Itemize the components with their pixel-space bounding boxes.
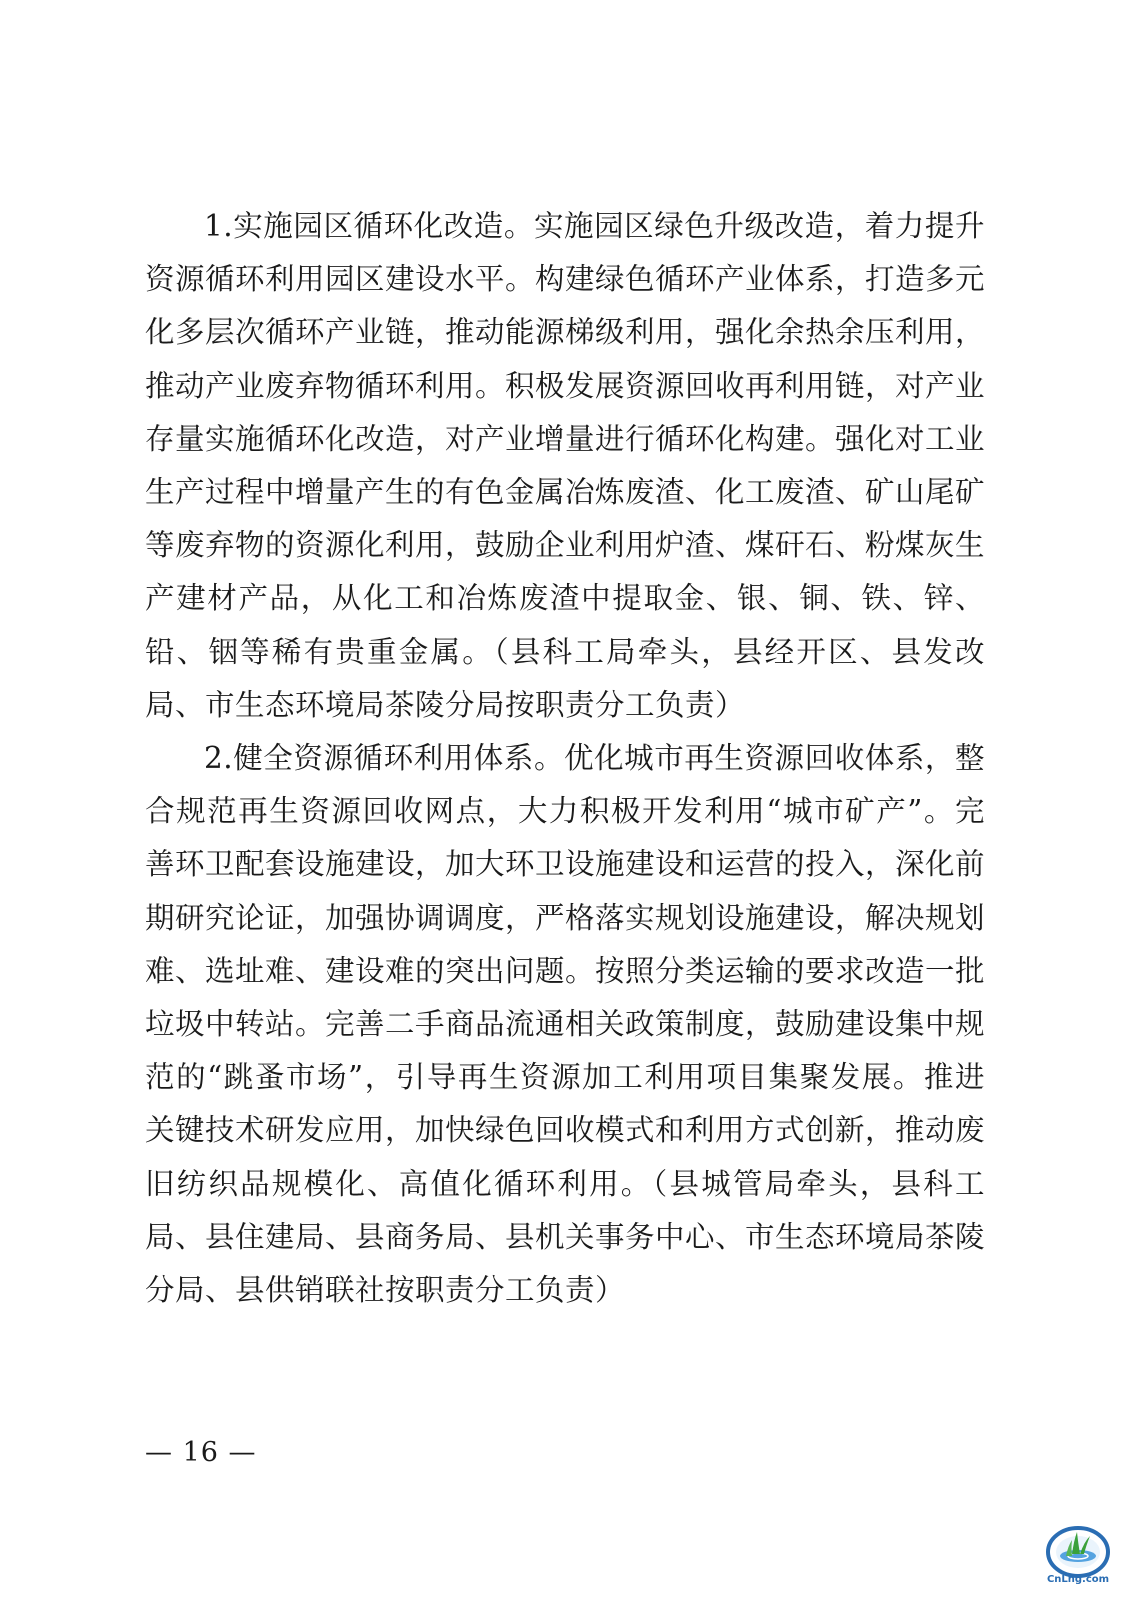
page-number: — 16 — [145, 1437, 257, 1468]
paragraph-circular-park-transformation: 1.实施园区循环化改造。实施园区绿色升级改造，着力提升资源循环利用园区建设水平。构建绿色循环产业体系，打造多元化多层次循环产业链，推动能源梯级利用，强化余热余压利用，推动产业废弃物循环利用。积极发展资源回收再利用链，对产业存量实施循环化改造，对产业增量进行循环化构建。强化对工业生产过程中增量产生的有色金属冶炼废渣、化工废渣、矿山尾矿等废弃物的资源化利用，鼓励企业利用炉渣、煤矸石、粉煤灰生产建材产品，从化工和冶炼废渣中提取金、银、铜、铁、锌、铅、铟等稀有贵重金属。（县科工局牵头，县经开区、县发改局、市生态环境局茶陵分局按职责分工负责） [145, 209, 986, 722]
watermark-text: CnLng.com [1046, 1574, 1110, 1585]
paragraph-resource-recycling-system: 2.健全资源循环利用体系。优化城市再生资源回收体系，整合规范再生资源回收网点，大力积极开发利用“城市矿产”。完善环卫配套设施建设，加大环卫设施建设和运营的投入，深化前期研究论证，加强协调调度，严格落实规划设施建设，解决规划难、选址难、建设难的突出问题。按照分类运输的要求改造一批垃圾中转站。完善二手商品流通相关政策制度，鼓励建设集中规范的“跳蚤市场”，引导再生资源加工利用项目集聚发展。推进关键技术研发应用，加快绿色回收模式和利用方式创新，推动废旧纺织品规模化、高值化循环利用。（县城管局牵头，县科工局、县住建局、县商务局、县机关事务中心、市生态环境局茶陵分局、县供销联社按职责分工负责） [145, 741, 986, 1308]
document-body [145, 200, 985, 1317]
